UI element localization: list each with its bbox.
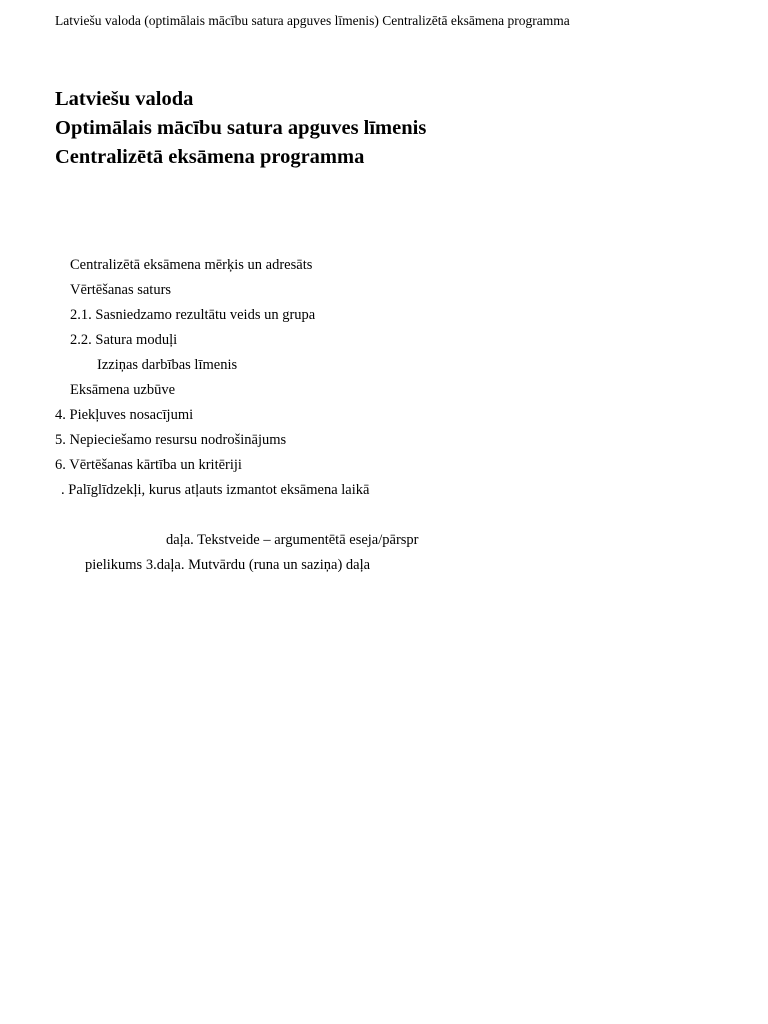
title-level: Optimālais mācību satura apguves līmenis	[55, 117, 427, 139]
title-subject: Latviešu valoda	[55, 88, 194, 110]
toc-item[interactable]: 4. Piekļuves nosacījumi	[55, 407, 194, 423]
toc-item[interactable]: 5. Nepieciešamo resursu nodrošinājums	[55, 432, 287, 448]
document-title	[55, 85, 426, 172]
toc-item[interactable]: Izziņas darbības līmenis	[97, 357, 238, 373]
toc-item[interactable]: daļa. Tekstveide – argumentētā eseja/pārspr	[166, 532, 419, 548]
toc-item[interactable]: 2.1. Sasniedzamo rezultātu veids un grupa	[70, 307, 316, 323]
toc-item[interactable]: 6. Vērtēšanas kārtība un kritēriji	[55, 457, 242, 473]
toc-item[interactable]: Eksāmena uzbūve	[70, 382, 176, 398]
toc-item[interactable]: 2.2. Satura moduļi	[70, 332, 178, 348]
toc-item[interactable]: Vērtēšanas saturs	[70, 282, 172, 298]
toc-item[interactable]: pielikums 3.daļa. Mutvārdu (runa un saziņa) daļa	[85, 557, 371, 573]
toc-item[interactable]: . Palīglīdzekļi, kurus atļauts izmantot eksāmena laikā	[61, 482, 370, 498]
running-header: Latviešu valoda (optimālais mācību satura apguves līmenis) Centralizētā eksāmena programma	[55, 13, 570, 28]
title-program: Centralizētā eksāmena programma	[55, 146, 365, 168]
toc-item[interactable]: Centralizētā eksāmena mērķis un adresāts	[70, 257, 313, 273]
